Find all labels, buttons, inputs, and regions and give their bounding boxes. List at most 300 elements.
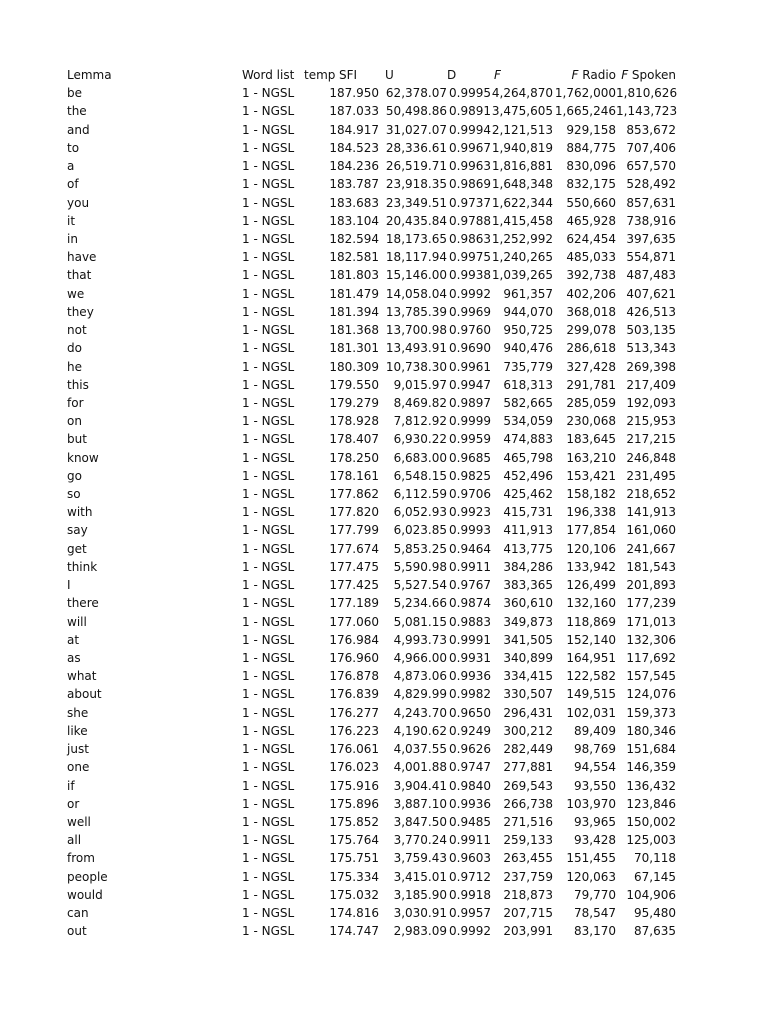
cell-sfi: 82.581	[337, 250, 379, 265]
cell-f: 618,313	[503, 377, 553, 392]
cell-u: 10,738.30	[385, 359, 447, 374]
cell-f-spoken: 246,848	[626, 450, 676, 465]
table-row	[0, 230, 768, 248]
cell-f-radio: 196,338	[566, 505, 616, 520]
cell-word-list: 1 - NGSL	[242, 505, 295, 520]
cell-temp: 1	[329, 395, 337, 410]
cell-temp: 1	[329, 286, 337, 301]
cell-u: 3,887.10	[393, 796, 447, 811]
cell-lemma: the	[67, 104, 87, 119]
cell-u: 18,117.94	[385, 250, 447, 265]
cell-f-spoken: 241,667	[626, 541, 676, 556]
table-row	[0, 449, 768, 467]
cell-d: 0.9991	[449, 632, 491, 647]
cell-u: 13,493.91	[385, 341, 447, 356]
cell-f-radio: 78,547	[574, 906, 616, 921]
table-row	[0, 285, 768, 303]
cell-f-radio: 485,033	[566, 250, 616, 265]
cell-u: 4,190.62	[393, 723, 447, 738]
cell-lemma: there	[67, 596, 99, 611]
cell-lemma: I	[67, 578, 71, 593]
cell-temp: 1	[329, 778, 337, 793]
cell-lemma: or	[67, 796, 80, 811]
cell-word-list: 1 - NGSL	[242, 559, 295, 574]
cell-f-spoken: 528,492	[626, 177, 676, 192]
table-row	[0, 594, 768, 612]
cell-sfi: 75.896	[337, 796, 379, 811]
cell-u: 4,873.06	[393, 669, 447, 684]
cell-u: 9,015.97	[393, 377, 447, 392]
cell-lemma: can	[67, 906, 89, 921]
cell-u: 14,058.04	[385, 286, 447, 301]
cell-f-spoken: 117,692	[626, 651, 676, 665]
cell-sfi: 75.334	[337, 869, 379, 884]
cell-f-radio: 126,499	[566, 578, 616, 593]
cell-f-spoken: 157,545	[626, 669, 676, 684]
cell-f-spoken: 397,635	[626, 231, 676, 246]
cell-u: 4,829.99	[393, 687, 447, 702]
table-row	[0, 121, 768, 139]
cell-f: 1,940,819	[491, 140, 553, 155]
cell-f: 2,121,513	[491, 122, 553, 137]
cell-u: 20,435.84	[385, 213, 447, 228]
cell-u: 5,527.54	[393, 578, 447, 593]
cell-f-radio: 151,455	[566, 851, 616, 866]
table-row	[0, 339, 768, 357]
cell-f-spoken: 95,480	[634, 906, 676, 921]
cell-d: 0.9706	[449, 487, 491, 502]
cell-temp: 1	[329, 559, 337, 574]
cell-word-list: 1 - NGSL	[242, 268, 295, 283]
cell-u: 5,081.15	[393, 614, 447, 629]
header-row	[0, 66, 768, 84]
cell-f-spoken: 487,483	[626, 268, 676, 283]
cell-f-spoken: 159,373	[626, 705, 676, 720]
cell-lemma: will	[67, 614, 87, 629]
cell-u: 23,918.35	[385, 177, 447, 192]
cell-d: 0.9911	[449, 833, 491, 848]
cell-f: 950,725	[503, 323, 553, 338]
cell-temp: 1	[329, 705, 337, 720]
cell-f-spoken: 657,570	[626, 159, 676, 174]
cell-f: 534,059	[503, 414, 553, 429]
cell-d: 0.9485	[449, 814, 491, 829]
table-row	[0, 358, 768, 376]
cell-f-radio: 550,660	[566, 195, 616, 210]
cell-f-spoken: 426,513	[626, 304, 676, 319]
cell-temp: 1	[329, 250, 337, 265]
cell-f-spoken: 201,893	[626, 578, 676, 593]
cell-d: 0.9883	[449, 614, 491, 629]
cell-f: 1,240,265	[491, 250, 553, 265]
cell-u: 15,146.00	[385, 268, 447, 283]
cell-u: 18,173.65	[385, 231, 447, 246]
cell-temp: 1	[329, 851, 337, 866]
cell-f-radio: 83,170	[574, 924, 616, 939]
cell-u: 5,853.25	[393, 541, 447, 556]
cell-word-list: 1 - NGSL	[242, 86, 295, 101]
cell-word-list: 1 - NGSL	[242, 869, 295, 884]
cell-lemma: it	[67, 213, 76, 228]
header-f: F	[494, 68, 501, 82]
cell-temp: 1	[329, 906, 337, 921]
header-u: U	[385, 68, 394, 82]
cell-f-radio: 93,965	[574, 814, 616, 829]
cell-f-radio: 133,942	[566, 559, 616, 574]
cell-f-spoken: 104,906	[626, 887, 676, 902]
cell-word-list: 1 - NGSL	[242, 778, 295, 793]
cell-f-spoken: 217,409	[626, 377, 676, 392]
cell-word-list: 1 - NGSL	[242, 250, 295, 265]
cell-f-radio: 286,618	[566, 341, 616, 356]
cell-f: 207,715	[503, 906, 553, 921]
table-row	[0, 849, 768, 867]
cell-temp: 1	[329, 651, 337, 665]
cell-sfi: 87.950	[337, 86, 379, 101]
cell-temp: 1	[329, 669, 337, 684]
cell-temp: 1	[329, 231, 337, 246]
cell-d: 0.9931	[449, 651, 491, 665]
cell-sfi: 77.862	[337, 487, 379, 502]
cell-d: 0.9995	[449, 86, 491, 101]
cell-d: 0.9938	[449, 268, 491, 283]
cell-lemma: do	[67, 341, 82, 356]
cell-sfi: 78.250	[337, 450, 379, 465]
cell-d: 0.9737	[449, 195, 491, 210]
cell-f: 340,899	[503, 651, 553, 665]
cell-word-list: 1 - NGSL	[242, 796, 295, 811]
cell-f-spoken: 707,406	[626, 140, 676, 155]
cell-temp: 1	[329, 377, 337, 392]
cell-f-spoken: 150,002	[626, 814, 676, 829]
cell-sfi: 76.023	[337, 760, 379, 775]
cell-word-list: 1 - NGSL	[242, 231, 295, 246]
cell-f: 277,881	[503, 760, 553, 775]
cell-lemma: go	[67, 468, 82, 483]
cell-f-radio: 299,078	[566, 323, 616, 338]
cell-u: 5,234.66	[393, 596, 447, 611]
cell-sfi: 83.683	[337, 195, 379, 210]
cell-word-list: 1 - NGSL	[242, 286, 295, 301]
cell-f-spoken: 151,684	[626, 742, 676, 757]
cell-f: 237,759	[503, 869, 553, 884]
cell-lemma: at	[67, 632, 80, 647]
cell-word-list: 1 - NGSL	[242, 687, 295, 702]
cell-temp: 1	[329, 195, 337, 210]
cell-d: 0.9690	[449, 341, 491, 356]
table-row	[0, 886, 768, 904]
table-row	[0, 467, 768, 485]
cell-d: 0.9464	[449, 541, 491, 556]
cell-lemma: people	[67, 869, 108, 884]
cell-lemma: out	[67, 924, 87, 939]
cell-f: 263,455	[503, 851, 553, 866]
cell-f-radio: 163,210	[566, 450, 616, 465]
cell-f: 296,431	[503, 705, 553, 720]
cell-f: 1,622,344	[491, 195, 553, 210]
cell-temp: 1	[329, 341, 337, 356]
cell-f: 360,610	[503, 596, 553, 611]
cell-lemma: one	[67, 760, 90, 775]
cell-lemma: just	[67, 742, 89, 757]
cell-word-list: 1 - NGSL	[242, 887, 295, 902]
table-row	[0, 485, 768, 503]
cell-word-list: 1 - NGSL	[242, 742, 295, 757]
cell-lemma: with	[67, 505, 93, 520]
cell-sfi: 76.061	[337, 742, 379, 757]
header-lemma: Lemma	[67, 68, 112, 82]
cell-temp: 1	[329, 760, 337, 775]
cell-temp: 1	[329, 596, 337, 611]
cell-d: 0.9863	[449, 231, 491, 246]
table-row	[0, 376, 768, 394]
cell-lemma: of	[67, 177, 79, 192]
cell-sfi: 77.060	[337, 614, 379, 629]
cell-d: 0.9936	[449, 796, 491, 811]
cell-f: 383,365	[503, 578, 553, 593]
table-row	[0, 795, 768, 813]
table-row	[0, 813, 768, 831]
cell-sfi: 75.032	[337, 887, 379, 902]
cell-f-radio: 94,554	[574, 760, 616, 775]
cell-d: 0.9969	[449, 304, 491, 319]
cell-word-list: 1 - NGSL	[242, 195, 295, 210]
header-f-radio: F Radio	[571, 68, 616, 82]
cell-f-radio: 230,068	[566, 414, 616, 429]
cell-f-spoken: 132,306	[626, 632, 676, 647]
cell-lemma: so	[67, 487, 81, 502]
cell-sfi: 81.301	[337, 341, 379, 356]
cell-lemma: if	[67, 778, 75, 793]
cell-u: 4,037.55	[393, 742, 447, 757]
cell-f: 735,779	[503, 359, 553, 374]
cell-f: 1,648,348	[491, 177, 553, 192]
cell-word-list: 1 - NGSL	[242, 450, 295, 465]
cell-f-radio: 830,096	[566, 159, 616, 174]
cell-temp: 1	[329, 887, 337, 902]
cell-lemma: would	[67, 887, 103, 902]
cell-d: 0.9897	[449, 395, 491, 410]
cell-d: 0.9999	[449, 414, 491, 429]
cell-sfi: 77.189	[337, 596, 379, 611]
cell-d: 0.9891	[449, 104, 491, 119]
cell-f-radio: 89,409	[574, 723, 616, 738]
cell-f-radio: 327,428	[566, 359, 616, 374]
table-body	[0, 84, 768, 940]
cell-f-spoken: 1,810,626	[616, 86, 678, 101]
cell-temp: 1	[329, 523, 337, 538]
cell-sfi: 78.928	[337, 414, 379, 429]
cell-f-spoken: 146,359	[626, 760, 676, 775]
table-row	[0, 194, 768, 212]
cell-d: 0.9923	[449, 505, 491, 520]
cell-lemma: from	[67, 851, 95, 866]
cell-word-list: 1 - NGSL	[242, 596, 295, 611]
cell-f-spoken: 123,846	[626, 796, 676, 811]
table-row	[0, 613, 768, 631]
cell-sfi: 79.550	[337, 377, 379, 392]
cell-temp: 1	[329, 450, 337, 465]
cell-f-spoken: 180,346	[626, 723, 676, 738]
cell-lemma: on	[67, 414, 82, 429]
cell-d: 0.9874	[449, 596, 491, 611]
cell-temp: 1	[329, 140, 337, 155]
cell-word-list: 1 - NGSL	[242, 906, 295, 921]
cell-f: 282,449	[503, 742, 553, 757]
cell-lemma: this	[67, 377, 89, 392]
cell-sfi: 77.475	[337, 559, 379, 574]
cell-u: 3,185.90	[393, 887, 447, 902]
cell-lemma: you	[67, 195, 90, 210]
cell-d: 0.9967	[449, 140, 491, 155]
cell-sfi: 77.674	[337, 541, 379, 556]
cell-temp: 1	[329, 122, 337, 137]
cell-word-list: 1 - NGSL	[242, 523, 295, 538]
cell-d: 0.9918	[449, 887, 491, 902]
table-row	[0, 649, 768, 667]
cell-lemma: well	[67, 814, 91, 829]
cell-d: 0.9249	[449, 723, 491, 738]
cell-f-spoken: 857,631	[626, 195, 676, 210]
cell-f-radio: 291,781	[566, 377, 616, 392]
word-frequency-table	[0, 66, 768, 941]
cell-lemma: about	[67, 687, 102, 702]
cell-temp: 1	[329, 304, 337, 319]
cell-f-radio: 392,738	[566, 268, 616, 283]
cell-f: 465,798	[503, 450, 553, 465]
cell-f-radio: 103,970	[566, 796, 616, 811]
cell-u: 6,930.22	[393, 432, 447, 447]
table-row	[0, 521, 768, 539]
cell-sfi: 74.747	[337, 924, 379, 939]
cell-lemma: be	[67, 86, 82, 101]
cell-temp: 1	[329, 359, 337, 374]
cell-lemma: they	[67, 304, 94, 319]
cell-f-spoken: 217,215	[626, 432, 676, 447]
cell-f-radio: 93,428	[574, 833, 616, 848]
cell-temp: 1	[329, 742, 337, 757]
cell-f: 218,873	[503, 887, 553, 902]
cell-word-list: 1 - NGSL	[242, 924, 295, 939]
table-row	[0, 212, 768, 230]
cell-word-list: 1 - NGSL	[242, 323, 295, 338]
table-row	[0, 722, 768, 740]
header-word-list: Word list	[242, 68, 295, 82]
cell-lemma: a	[67, 159, 75, 174]
cell-temp: 1	[329, 177, 337, 192]
cell-u: 3,759.43	[393, 851, 447, 866]
cell-u: 6,683.00	[393, 450, 447, 465]
cell-word-list: 1 - NGSL	[242, 651, 295, 665]
cell-lemma: for	[67, 395, 84, 410]
cell-lemma: say	[67, 523, 88, 538]
table-row	[0, 540, 768, 558]
cell-f-spoken: 161,060	[626, 523, 676, 538]
cell-u: 26,519.71	[385, 159, 447, 174]
cell-lemma: like	[67, 723, 88, 738]
cell-word-list: 1 - NGSL	[242, 140, 295, 155]
cell-word-list: 1 - NGSL	[242, 341, 295, 356]
cell-f-spoken: 171,013	[626, 614, 676, 629]
cell-f-spoken: 738,916	[626, 213, 676, 228]
cell-f-spoken: 215,953	[626, 414, 676, 429]
cell-f-radio: 118,869	[566, 614, 616, 629]
table-row	[0, 175, 768, 193]
cell-d: 0.9650	[449, 705, 491, 720]
cell-word-list: 1 - NGSL	[242, 432, 295, 447]
cell-temp: 1	[329, 213, 337, 228]
cell-u: 2,983.09	[393, 924, 447, 939]
cell-f: 1,415,458	[491, 213, 553, 228]
cell-word-list: 1 - NGSL	[242, 541, 295, 556]
table-row	[0, 558, 768, 576]
cell-word-list: 1 - NGSL	[242, 377, 295, 392]
cell-f-spoken: 513,343	[626, 341, 676, 356]
cell-f-radio: 402,206	[566, 286, 616, 301]
cell-lemma: get	[67, 541, 87, 556]
cell-f: 582,665	[503, 395, 553, 410]
cell-f: 259,133	[503, 833, 553, 848]
cell-f-spoken: 231,495	[626, 468, 676, 483]
cell-lemma: he	[67, 359, 82, 374]
cell-f-radio: 120,063	[566, 869, 616, 884]
cell-sfi: 83.104	[337, 213, 379, 228]
table-row	[0, 740, 768, 758]
cell-u: 3,770.24	[393, 833, 447, 848]
cell-sfi: 81.368	[337, 323, 379, 338]
cell-temp: 1	[329, 505, 337, 520]
cell-f-spoken: 124,076	[626, 687, 676, 702]
cell-word-list: 1 - NGSL	[242, 723, 295, 738]
table-row	[0, 904, 768, 922]
cell-temp: 1	[329, 159, 337, 174]
cell-f-spoken: 218,652	[626, 487, 676, 502]
table-row	[0, 868, 768, 886]
cell-d: 0.9747	[449, 760, 491, 775]
cell-f-spoken: 87,635	[634, 924, 676, 939]
cell-u: 62,378.07	[385, 86, 447, 101]
cell-u: 6,023.85	[393, 523, 447, 538]
cell-f-radio: 164,951	[566, 651, 616, 665]
cell-sfi: 76.878	[337, 669, 379, 684]
cell-temp: 1	[329, 869, 337, 884]
cell-d: 0.9840	[449, 778, 491, 793]
table-row	[0, 266, 768, 284]
cell-word-list: 1 - NGSL	[242, 414, 295, 429]
cell-u: 3,904.41	[393, 778, 447, 793]
cell-u: 4,243.70	[393, 705, 447, 720]
cell-d: 0.9825	[449, 468, 491, 483]
cell-f: 330,507	[503, 687, 553, 702]
cell-d: 0.9994	[449, 122, 491, 137]
cell-f-radio: 132,160	[566, 596, 616, 611]
cell-d: 0.9626	[449, 742, 491, 757]
cell-d: 0.9760	[449, 323, 491, 338]
cell-word-list: 1 - NGSL	[242, 851, 295, 866]
cell-f: 961,357	[503, 286, 553, 301]
cell-sfi: 76.277	[337, 705, 379, 720]
cell-word-list: 1 - NGSL	[242, 632, 295, 647]
cell-lemma: in	[67, 231, 78, 246]
table-row	[0, 157, 768, 175]
cell-lemma: we	[67, 286, 85, 301]
cell-f: 266,738	[503, 796, 553, 811]
table-row	[0, 831, 768, 849]
cell-sfi: 80.309	[337, 359, 379, 374]
cell-f-spoken: 70,118	[634, 851, 676, 866]
cell-f-spoken: 125,003	[626, 833, 676, 848]
cell-sfi: 77.425	[337, 578, 379, 593]
